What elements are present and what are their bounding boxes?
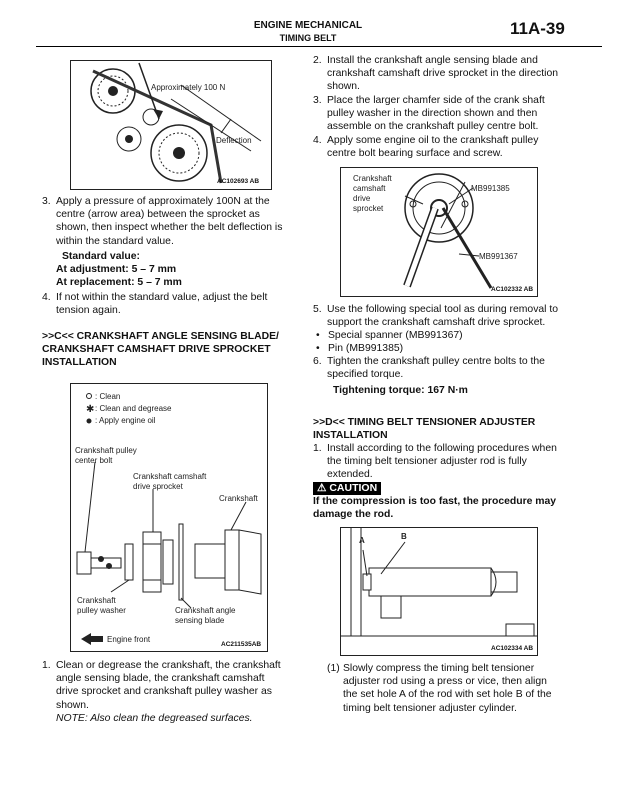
tensioner-adjuster-drawing [341,528,537,655]
step-text: shown. [327,81,360,93]
torque-spec: Tightening torque: 167 N·m [333,385,468,396]
step-number: 3. [313,95,322,106]
step-text: shown, then inspect whether the belt deflection is [56,222,283,234]
list-item [313,355,602,381]
step-text: drive sprocket and crankshaft pulley washer as [56,686,273,698]
step-text: Place the larger chamfer side of the crank shaft [327,95,545,106]
heading-line: >>C<< CRANKSHAFT ANGLE SENSING BLADE/ [42,331,279,342]
step-text: pulley washer in the direction shown and then [327,108,538,120]
step-text: Clean or degrease the crankshaft, the crankshaft [56,660,281,671]
step-number: 4. [313,135,322,146]
figure-id: AC102334 AB [491,645,534,652]
label-drive-sprocket [133,472,206,492]
label-deflection: Deflection [216,136,252,145]
list-item [42,659,321,725]
caution-text [313,495,593,521]
step-text: specified torque. [327,369,404,381]
label-line: Crankshaft [353,174,392,183]
label-drive-sprocket [353,174,392,214]
standard-value-title: Standard value: [62,251,140,262]
step-text: Install according to the following procedures when [327,443,557,454]
step-text: extended. [327,469,373,481]
page-number: 11A-39 [510,19,565,38]
step-number: 3. [42,196,51,207]
caution-line: damage the rod. [313,509,394,520]
bullet-text: Pin (MB991385) [328,343,404,354]
standard-value-replace: At replacement: 5 – 7 mm [56,277,182,288]
figure-belt-deflection [70,60,272,190]
list-item [42,291,316,317]
step-text: angle sensing blade, the crankshaft camshaft [56,673,265,685]
heading-line: INSTALLATION [42,357,117,368]
step-text: Apply a pressure of approximately 100N at the [56,196,270,207]
step-text: crankshaft camshaft drive sprocket in the direction [327,68,559,80]
step-number: 2. [313,55,322,66]
step-text: assemble on the crankshaft pulley centre bolt. [327,121,539,133]
caution-line: If the compression is too fast, the procedure may [313,496,557,507]
label-line: sensing blade [175,616,225,625]
step-text: Apply some engine oil to the crankshaft pulley [327,135,539,146]
label-pulley-washer [77,596,126,616]
step-number: 1. [313,443,322,454]
list-item [327,662,608,715]
list-item [313,134,602,160]
label-line: Crankshaft pulley [75,446,137,455]
step-text: the set hole A of the rod with set hole B of the [343,689,552,701]
step-text: Tighten the crankshaft pulley centre bolts to the [327,356,545,367]
label-engine-front: Engine front [107,635,151,644]
header-section: ENGINE MECHANICAL [253,20,363,31]
step-number: 6. [313,356,322,367]
list-item [313,94,602,134]
label-line: Crankshaft [77,596,116,605]
warning-icon: ⚠ [317,482,327,494]
label-force: Approximately 100 N [151,83,226,92]
step-text: centre (arrow area) between the sprocket as [56,209,260,221]
figure-id: AC211535AB [221,641,262,648]
figure-crankshaft-parts [70,383,268,652]
legend-clean: : Clean [95,392,121,401]
section-heading-c [42,330,312,369]
label-line: pulley washer [77,606,126,615]
step-text: within the standard value. [56,235,174,247]
step-number: 5. [313,304,322,315]
step-text: Install the crankshaft angle sensing blade and [327,55,538,66]
label-sensing-blade [175,606,235,626]
label-line: drive [353,194,371,203]
figure-tensioner-adjuster [340,527,538,656]
heading-line: INSTALLATION [313,430,388,441]
label-pin-tool: MB991385 [471,184,510,193]
list-item [313,303,602,329]
label-hole-b: B [401,532,407,541]
heading-line: CRANKSHAFT CAMSHAFT DRIVE SPROCKET [42,344,271,355]
label-line: Crankshaft angle [175,606,236,615]
step-number: (1) [327,663,340,674]
bullet-item: • Special spanner (MB991367) [316,329,598,342]
step-number: 4. [42,292,51,303]
label-line: camshaft [353,184,386,193]
step-text: Slowly compress the timing belt tensioner [343,663,535,674]
label-line: Crankshaft camshaft [133,472,207,481]
step-text: the timing belt tensioner adjuster rod is fully [327,456,527,468]
caution-badge [313,482,381,495]
label-spanner-tool: MB991367 [479,252,518,261]
figure-special-tools [340,167,538,297]
legend-degrease: : Clean and degrease [95,404,172,413]
step-number: 1. [42,660,51,671]
step-text: tension again. [56,305,121,317]
step-text: adjuster rod using a press or vice, then align [343,676,547,688]
bullet-item: • Pin (MB991385) [316,342,598,355]
step-text: timing belt tensioner adjuster cylinder. [343,702,517,714]
section-heading-d [313,416,588,442]
step-text: shown. [56,699,89,711]
header-subsection: TIMING BELT [279,33,337,43]
belt-deflection-drawing [71,61,271,189]
label-line: sprocket [353,204,384,213]
caution-label: CAUTION [329,482,378,494]
label-pulley-bolt [75,446,137,466]
list-item [42,195,316,248]
label-line: drive sprocket [133,482,183,491]
list-item [313,442,602,482]
heading-line: >>D<< TIMING BELT TENSIONER ADJUSTER [313,417,536,428]
legend-oil: : Apply engine oil [95,416,156,425]
bullet-text: Special spanner (MB991367) [328,330,463,341]
figure-id: AC102693 AB [217,178,260,185]
label-hole-a: A [359,536,365,545]
list-item [313,54,602,94]
figure-id: AC102332 AB [491,286,534,293]
header-rule [36,46,602,47]
step-text: support the crankshaft camshaft drive sprocket. [327,317,546,329]
svg-text:✱: ✱ [86,404,95,415]
step-text: Use the following special tool as during removal to [327,304,559,315]
standard-value-adjust: At adjustment: 5 – 7 mm [56,264,177,275]
label-line: center bolt [75,456,113,465]
note-text: NOTE: Also clean the degreased surfaces. [56,712,253,724]
step-text: If not within the standard value, adjust the belt [56,292,268,303]
step-text: centre bolt bearing surface and screw. [327,148,503,160]
label-crankshaft: Crankshaft [219,494,258,503]
